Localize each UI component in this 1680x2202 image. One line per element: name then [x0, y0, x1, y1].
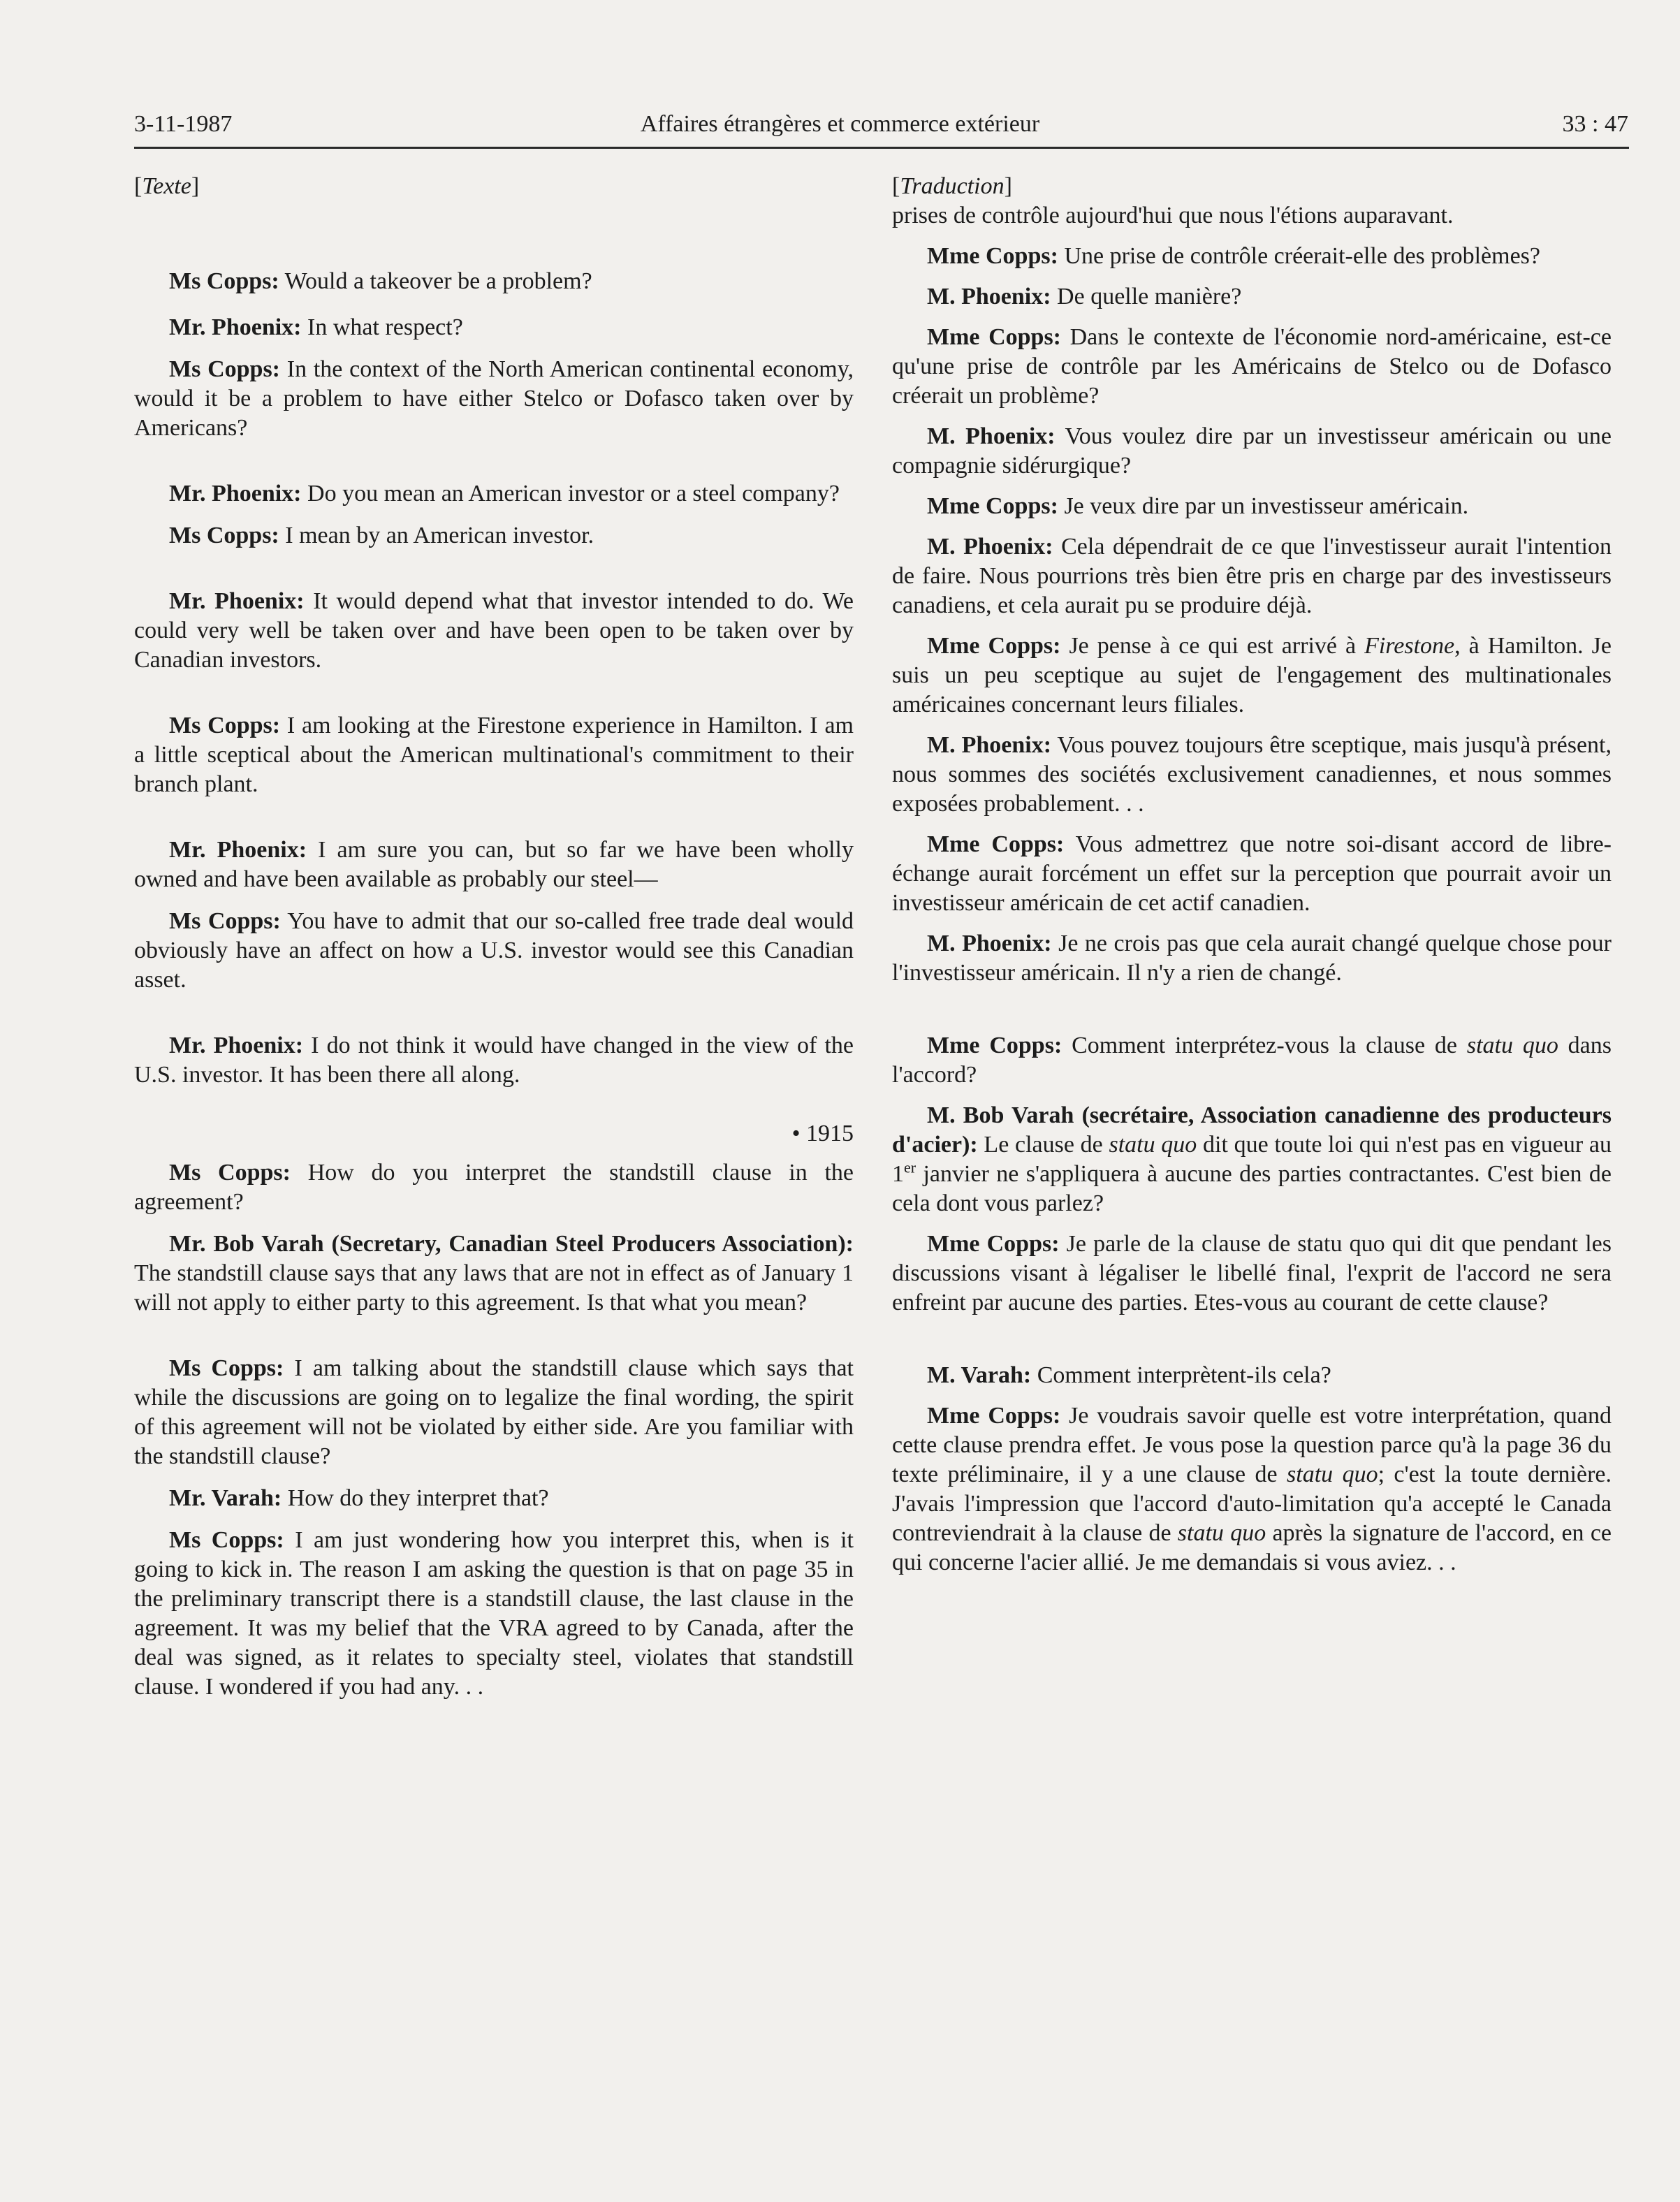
speaker-name: M. Phoenix:: [927, 732, 1052, 758]
speaker-name: M. Phoenix:: [927, 931, 1052, 956]
testimony-paragraph: [134, 711, 854, 799]
italic-term: statu quo: [1287, 1461, 1378, 1487]
testimony-paragraph: [134, 479, 854, 509]
testimony-paragraph: [892, 731, 1612, 819]
speech-text: après la signature de l'accord, en ce qui concerne l'acier allié. Je me demandais si vous aviez. . .: [892, 1520, 1612, 1575]
speaker-name: Ms Copps:: [169, 1160, 291, 1186]
testimony-paragraph: [134, 355, 854, 443]
speech-text: , à Hamilton. Je suis un peu sceptique au sujet de l'engagement des multinationales américaines concernant leurs filiales.: [892, 633, 1612, 717]
speech-text: Je ne crois pas que cela aurait changé quelque chose pour l'investisseur américain. Il n'y a rien de changé.: [892, 931, 1612, 986]
italic-term: Firestone: [1364, 633, 1455, 659]
english-column: [134, 172, 854, 1702]
italic-term: statu quo: [1109, 1132, 1197, 1158]
speech-text: ; c'est la toute dernière. J'avais l'impression que l'accord d'auto-limitation qu'a accepté le Canada contreviendrait à la clause de: [892, 1461, 1612, 1546]
speech-text: In the context of the North American continental economy, would it be a problem to have either Stelco or Dofasco taken over by Americans?: [134, 356, 854, 441]
speaker-name: M. Varah:: [927, 1362, 1032, 1388]
testimony-paragraph: [892, 532, 1612, 620]
italic-term: statu quo: [1177, 1520, 1266, 1546]
speech-text: Cela dépendrait de ce que l'investisseur aurait l'intention de faire. Nous pourrions très bien être pris en charge par des investisseurs canadiens, et cela aurait pu se produire déjà.: [892, 534, 1612, 618]
speech-text: Le clause de: [977, 1132, 1109, 1158]
speech-text: I am sure you can, but so far we have been wholly owned and have been available as probably our steel—: [134, 837, 854, 892]
testimony-paragraph: [892, 1031, 1612, 1090]
english-label-text: Texte: [142, 173, 191, 199]
speaker-name: Ms Copps:: [169, 268, 279, 294]
speech-text: Je parle de la clause de statu quo qui dit que pendant les discussions visant à légaliser le libellé final, l'exprit de l'accord ne sera enfreint par aucune des parties. Etes-vous au courant de cette clause?: [892, 1231, 1612, 1315]
header-date: 3-11-1987: [134, 111, 233, 137]
speaker-name: Mr. Phoenix:: [169, 481, 302, 506]
speech-text: The standstill clause says that any laws that are not in effect as of January 1 will not apply to either party to this agreement. Is that what you mean?: [134, 1260, 854, 1315]
french-label-text: Traduction: [900, 173, 1005, 199]
speech-text: Je voudrais savoir quelle est votre interprétation, quand cette clause prendra effet. Je vous pose la question parce qu'à la page 36 du texte préliminaire, il y a une clause de: [892, 1403, 1612, 1487]
speech-text: Dans le contexte de l'économie nord-américaine, est-ce qu'une prise de contrôle par les Américains de Stelco ou de Dofasco créerait un problème?: [892, 324, 1612, 409]
speaker-name: M. Phoenix:: [927, 284, 1051, 309]
testimony-paragraph: [892, 282, 1612, 312]
speech-text: Comment interprétez-vous la clause de: [1062, 1033, 1467, 1058]
superscript-text: er: [904, 1158, 916, 1176]
testimony-paragraph: [134, 587, 854, 675]
speech-text: janvier ne s'appliquera à aucune des parties contractantes. C'est bien de cela dont vous parlez?: [892, 1161, 1612, 1216]
french-column-label: [Traduction]: [892, 173, 1012, 199]
speech-text: Vous voulez dire par un investisseur américain ou une compagnie sidérurgique?: [892, 423, 1612, 479]
english-column-label: [Texte]: [134, 173, 200, 199]
speech-text: Vous admettrez que notre soi-disant accord de libre-échange aurait forcément un effet sur la perception que pourrait avoir un investisseur américain de cet actif canadien.: [892, 831, 1612, 916]
testimony-paragraph: [892, 422, 1612, 481]
speech-text: Vous pouvez toujours être sceptique, mais jusqu'à présent, nous sommes des sociétés exclusivement canadiennes, et nous sommes exposées probablement. . .: [892, 732, 1612, 817]
speaker-name: Mme Copps:: [927, 1403, 1061, 1429]
speaker-name: Mme Copps:: [927, 324, 1062, 350]
speech-text: Would a takeover be a problem?: [279, 268, 592, 294]
speech-text: Une prise de contrôle créerait-elle des problèmes?: [1058, 243, 1540, 269]
speaker-name: Mr. Phoenix:: [169, 314, 302, 340]
speech-text: In what respect?: [301, 314, 463, 340]
speaker-name: Ms Copps:: [169, 908, 281, 934]
speech-text: I am looking at the Firestone experience in Hamilton. I am a little sceptical about the American multinational's commitment to their branch plant.: [134, 713, 854, 797]
speech-text: Je veux dire par un investisseur américain.: [1058, 493, 1469, 519]
speaker-name: Mme Copps:: [927, 831, 1065, 857]
speaker-name: Mr. Varah:: [169, 1485, 282, 1511]
speaker-name: Mme Copps:: [927, 1033, 1062, 1058]
testimony-paragraph: [892, 242, 1612, 271]
speaker-name: Mme Copps:: [927, 633, 1061, 659]
testimony-paragraph: [134, 1526, 854, 1702]
speech-text: Comment interprètent-ils cela?: [1031, 1362, 1331, 1388]
testimony-paragraph: [892, 1230, 1612, 1318]
speaker-name: Mr. Phoenix:: [169, 837, 307, 863]
speaker-name: Mr. Phoenix:: [169, 588, 305, 614]
speaker-name: Ms Copps:: [169, 356, 280, 382]
french-column: [892, 172, 1612, 1577]
continued-text: prises de contrôle aujourd'hui que nous l'étions auparavant.: [892, 203, 1454, 228]
testimony-paragraph: [134, 1354, 854, 1471]
speech-text: How do you interpret the standstill clause in the agreement?: [134, 1160, 854, 1215]
speech-text: I mean by an American investor.: [279, 523, 594, 548]
speech-text: dit que toute loi qui n'est pas en vigueur au 1: [892, 1132, 1612, 1187]
testimony-paragraph: [134, 313, 854, 342]
speech-text: Je pense à ce qui est arrivé à: [1060, 633, 1365, 659]
testimony-paragraph: [134, 836, 854, 894]
speech-text: Do you mean an American investor or a steel company?: [301, 481, 840, 506]
header-page-number: 33 : 47: [1562, 111, 1628, 137]
testimony-paragraph: [134, 521, 854, 550]
speech-text: dans l'accord?: [892, 1033, 1612, 1088]
speech-text: I am just wondering how you interpret this, when is it going to kick in. The reason I am asking the question is that on page 35 in the preliminary transcript there is a standstill clause, the last clause in the agreement. It was my belief that the VRA agreed to by Canada, after the deal was signed, as it relates to specialty steel, violates that standstill clause. I wondered if you had any. . .: [134, 1527, 854, 1700]
testimony-paragraph: [134, 1158, 854, 1217]
speaker-name: Mme Copps:: [927, 493, 1058, 519]
testimony-paragraph: [892, 1361, 1612, 1390]
timestamp-marker: • 1915: [791, 1121, 854, 1146]
speech-text: De quelle manière?: [1051, 284, 1242, 309]
speaker-name: Ms Copps:: [169, 1355, 284, 1381]
speaker-name: Mme Copps:: [927, 1231, 1060, 1257]
speech-text: I do not think it would have changed in the view of the U.S. investor. It has been there all along.: [134, 1033, 854, 1088]
speaker-name: Mr. Bob Varah (Secretary, Canadian Steel Producers Association):: [169, 1231, 854, 1257]
header-rule: [134, 147, 1629, 149]
testimony-paragraph: [892, 929, 1612, 988]
speaker-name: M. Phoenix:: [927, 534, 1053, 560]
testimony-paragraph: [892, 632, 1612, 720]
testimony-paragraph: [892, 323, 1612, 411]
speech-text: You have to admit that our so-called free trade deal would obviously have an affect on how a U.S. investor would see this Canadian asset.: [134, 908, 854, 993]
speech-text: How do they interpret that?: [282, 1485, 549, 1511]
testimony-paragraph: [134, 1230, 854, 1318]
header-title: Affaires étrangères et commerce extérieur: [640, 111, 1040, 137]
testimony-paragraph: [134, 1031, 854, 1090]
speech-text: I am talking about the standstill clause which says that while the discussions are going on to legalize the final wording, the spirit of this agreement will not be violated by either side. Are you familiar with the standstill clause?: [134, 1355, 854, 1469]
testimony-paragraph: [892, 830, 1612, 918]
testimony-paragraph: [134, 907, 854, 995]
italic-term: statu quo: [1466, 1033, 1558, 1058]
testimony-paragraph: [892, 492, 1612, 521]
speaker-name: Ms Copps:: [169, 523, 279, 548]
speaker-name: Mr. Phoenix:: [169, 1033, 304, 1058]
testimony-paragraph: [892, 1401, 1612, 1577]
testimony-paragraph: [892, 1101, 1612, 1218]
speaker-name: M. Bob Varah (secrétaire, Association canadienne des producteurs d'acier):: [892, 1102, 1612, 1158]
speaker-name: Mme Copps:: [927, 243, 1058, 269]
testimony-paragraph: [134, 1484, 854, 1513]
speaker-name: M. Phoenix:: [927, 423, 1056, 449]
testimony-paragraph: [134, 267, 854, 296]
speaker-name: Ms Copps:: [169, 1527, 284, 1553]
speech-text: It would depend what that investor intended to do. We could very well be taken over and have been open to be taken over by Canadian investors.: [134, 588, 854, 673]
speaker-name: Ms Copps:: [169, 713, 281, 738]
